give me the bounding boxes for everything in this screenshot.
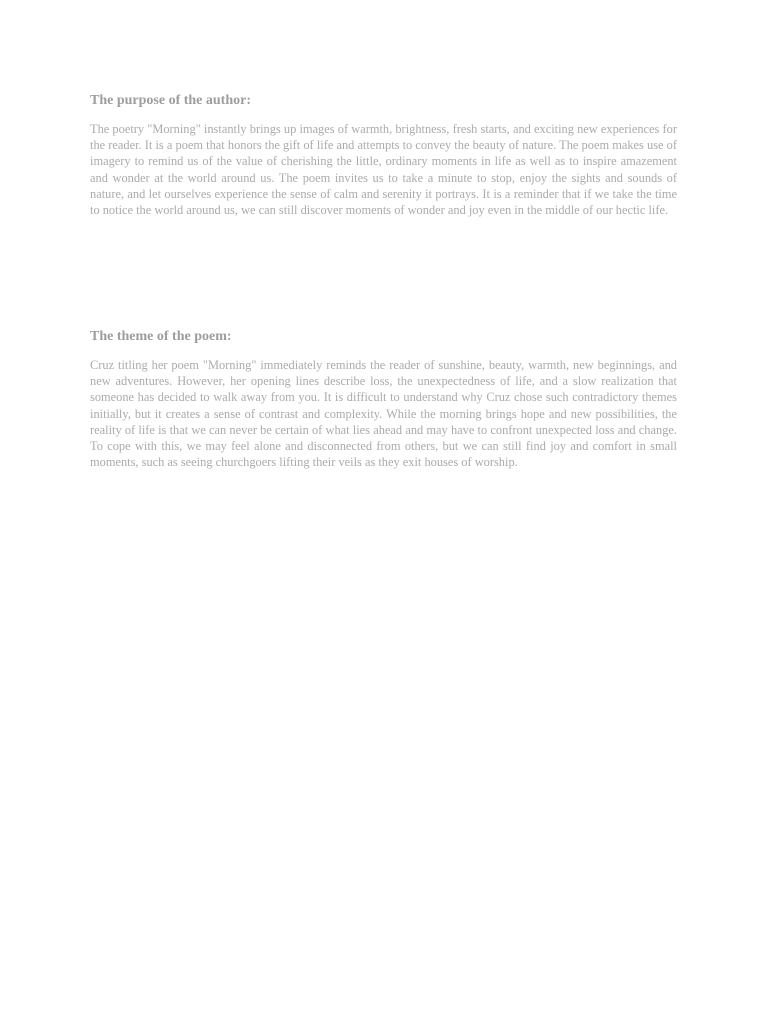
section-poem-theme — [90, 328, 677, 470]
section-heading: The purpose of the author: — [90, 93, 252, 108]
section-author-purpose — [90, 92, 677, 218]
section-heading: The theme of the poem: — [90, 329, 232, 344]
section-body: The poetry "Morning" instantly brings up images of warmth, brightness, fresh starts, and exciting new experiences for the reader. It is a poem that honors the gift of life and attempts to convey the beauty of nature. The poem makes use of imagery to remind us of the value of cherishing the little, ordinary moments in life as well as to inspire amazement and wonder at the world around us. The poem invites us to take a minute to stop, enjoy the sights and sounds of nature, and let ourselves experience the sense of calm and serenity it portrays. It is a reminder that if we take the time to notice the world around us, we can still discover moments of wonder and joy even in the middle of our hectic life. — [90, 122, 677, 218]
section-body: Cruz titling her poem "Morning" immediately reminds the reader of sunshine, beauty, warmth, new beginnings, and new adventures. However, her opening lines describe loss, the unexpectedness of life, and a slow realization that someone has decided to walk away from you. It is difficult to understand why Cruz chose such contradictory themes initially, but it creates a sense of contrast and complexity. While the morning brings hope and new possibilities, the reality of life is that we can never be certain of what lies ahead and may have to confront unexpected loss and change. To cope with this, we may feel alone and disconnected from others, but we can still find joy and comfort in small moments, such as seeing churchgoers lifting their veils as they exit houses of worship. — [90, 358, 677, 470]
